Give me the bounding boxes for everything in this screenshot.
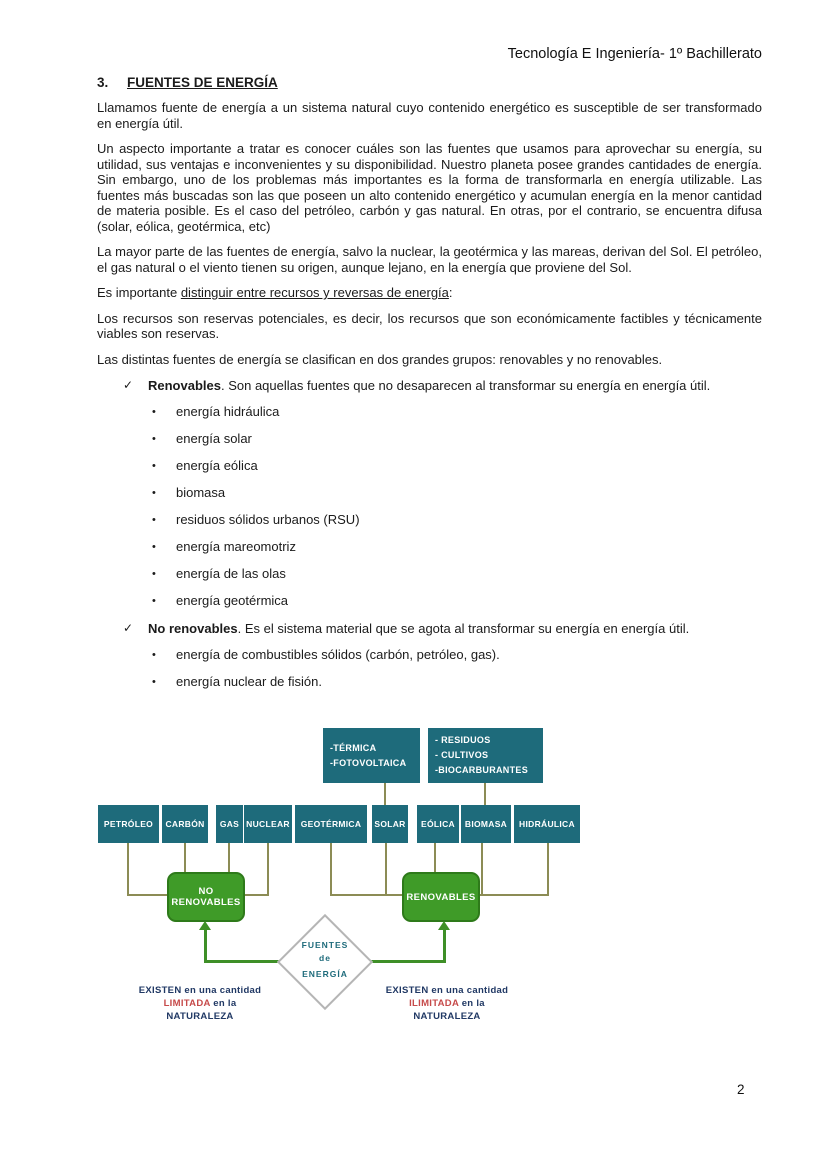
limited-caption-line1: EXISTEN en una cantidad — [138, 985, 262, 996]
list-item — [97, 512, 762, 529]
bullet-icon: • — [152, 433, 156, 445]
source-box-gas: GAS — [216, 805, 243, 843]
list-item — [97, 593, 762, 610]
bullet-icon: • — [152, 541, 156, 553]
biomass-subtype-residuos: - RESIDUOS — [435, 735, 491, 745]
arrow-line — [443, 929, 446, 962]
connector-line — [267, 843, 269, 896]
renewables-text — [148, 378, 710, 394]
section-title: FUENTES DE ENERGÍA — [127, 75, 278, 90]
section-number: 3. — [97, 75, 109, 90]
diamond-label-line2: de — [319, 953, 331, 963]
paragraph-definition: Llamamos fuente de energía a un sistema natural cuyo contenido energético es susceptible de ser transformado en energía útil. — [97, 100, 762, 131]
limited-caption-line3: NATURALEZA — [166, 1011, 234, 1022]
connector-line — [228, 843, 230, 872]
page-content — [97, 46, 762, 690]
renewables-description: . Son aquellas fuentes que no desaparecen al transformar su energía en energía útil. — [220, 378, 711, 393]
unlimited-highlight: ILIMITADA — [409, 998, 459, 1009]
unlimited-caption-line2 — [377, 997, 517, 1010]
list-item — [97, 566, 762, 583]
connector-line — [330, 843, 332, 896]
p4-suffix: : — [448, 285, 453, 300]
list-item-label: energía eólica — [176, 458, 258, 473]
connector-line — [330, 894, 404, 896]
list-item-label: energía nuclear de fisión. — [176, 673, 322, 689]
bullet-icon: • — [152, 595, 156, 607]
list-item-label: energía de las olas — [176, 566, 286, 581]
list-item — [97, 485, 762, 502]
list-item-label: energía de combustibles sólidos (carbón, petróleo, gas). — [176, 646, 500, 662]
bullet-icon: • — [152, 648, 156, 661]
list-item — [97, 404, 762, 421]
source-box-solar: SOLAR — [372, 805, 408, 843]
limited-caption-line2 — [125, 997, 275, 1010]
biomass-subtypes-box — [428, 728, 543, 783]
list-item-label: energía geotérmica — [176, 593, 289, 608]
limited-caption-line2-rest: en la — [210, 998, 237, 1009]
source-box-hidraulica: HIDRÁULICA — [514, 805, 580, 843]
nonrenewables-check-item — [97, 621, 762, 637]
list-item — [97, 539, 762, 556]
p4-underlined-phrase: distinguir entre recursos y reversas de energía — [180, 285, 449, 300]
connector-line — [184, 843, 186, 872]
connector-line — [478, 894, 549, 896]
arrow-up-icon — [199, 921, 211, 930]
source-box-nuclear: NUCLEAR — [244, 805, 292, 843]
renewables-title: Renovables — [148, 378, 221, 393]
solar-subtype-termica: -TÉRMICA — [330, 742, 377, 753]
source-box-petroleo: PETRÓLEO — [98, 805, 159, 843]
source-box-biomasa: BIOMASA — [461, 805, 511, 843]
section-heading — [97, 75, 762, 90]
bullet-icon: • — [152, 487, 156, 499]
unlimited-caption-line1: EXISTEN en una cantidad — [385, 985, 509, 996]
paragraph-sun-origin: La mayor parte de las fuentes de energía, salvo la nuclear, la geotérmica y las mareas, derivan del Sol. El petróleo, el gas natural o el viento tienen su origen, aunque lejano, en la energía que proviene del Sol. — [97, 244, 762, 275]
list-item-label: biomasa — [176, 485, 226, 500]
biomass-subtype-cultivos: - CULTIVOS — [435, 750, 489, 760]
diamond-label-line3: ENERGÍA — [302, 969, 348, 979]
renewables-check-item — [97, 378, 762, 394]
bullet-icon: • — [152, 568, 156, 580]
connector-line — [434, 843, 436, 872]
paragraph-importance: Un aspecto importante a tratar es conocer cuáles son las fuentes que usamos para aprovechar su energía, su utilidad, sus ventajas e inconvenientes y su disponibilidad. Nuestro planeta posee grandes cantidades de energía. Sin embargo, uno de los problemas más importantes es la forma de transformarla en energía utilizable. Las fuentes más buscadas son las que poseen un alto contenido energético y acumulan energía en la menor cantidad de materia posible. Es el caso del petróleo, carbón y gas natural. En otras, por el contrario, se encuentra difusa (solar, eólica, geotérmica, etc) — [97, 141, 762, 234]
solar-subtype-fotovoltaica: -FOTOVOLTAICA — [330, 757, 407, 768]
solar-subtypes-box — [323, 728, 420, 783]
bullet-icon: • — [152, 514, 156, 526]
arrow-line — [204, 960, 279, 963]
limited-caption — [125, 984, 275, 1023]
connector-line — [243, 894, 269, 896]
document-header: Tecnología E Ingeniería- 1º Bachillerato — [507, 46, 762, 62]
energy-sources-diagram — [97, 700, 589, 1045]
renewables-group-box — [402, 872, 480, 922]
list-item — [97, 674, 762, 691]
source-box-carbon: CARBÓN — [162, 805, 208, 843]
list-item — [97, 458, 762, 475]
list-item-label: energía mareomotriz — [176, 539, 296, 554]
non-renewables-group-box — [167, 872, 245, 922]
page-number: 2 — [737, 1082, 745, 1097]
biomass-subtype-biocarburantes: -BIOCARBURANTES — [435, 765, 528, 775]
list-item-label: residuos sólidos urbanos (RSU) — [176, 512, 360, 527]
connector-line — [481, 843, 483, 896]
connector-line — [385, 843, 387, 896]
unlimited-caption — [377, 984, 517, 1023]
connector-line — [127, 894, 169, 896]
non-renewables-label-line1: NO — [198, 886, 214, 897]
list-item-label: energía solar — [176, 431, 252, 446]
connector-line — [127, 843, 129, 896]
unlimited-caption-line2-rest: en la — [458, 998, 485, 1009]
source-box-geotermica: GEOTÉRMICA — [295, 805, 367, 843]
diamond-label — [275, 939, 375, 981]
limited-highlight: LIMITADA — [163, 998, 211, 1009]
bullet-icon: • — [152, 406, 156, 418]
nonrenewables-title: No renovables — [148, 620, 238, 636]
paragraph-resources-definition: Los recursos son reservas potenciales, es decir, los recursos que son económicamente factibles y técnicamente viables son reservas. — [97, 310, 762, 341]
paragraph-classification: Las distintas fuentes de energía se clasifican en dos grandes grupos: renovables y no renovables. — [97, 351, 663, 367]
list-item — [97, 647, 762, 664]
nonrenewables-description: . Es el sistema material que se agota al transformar su energía en energía útil. — [237, 620, 690, 636]
bullet-icon: • — [152, 675, 156, 688]
arrow-up-icon — [438, 921, 450, 930]
source-box-eolica: EÓLICA — [417, 805, 459, 843]
p4-prefix: Es importante — [97, 285, 181, 300]
check-icon: ✓ — [123, 378, 134, 392]
diamond-label-line1: FUENTES — [301, 940, 349, 950]
connector-line — [384, 783, 386, 805]
nonrenewables-text — [148, 621, 689, 637]
arrow-line — [204, 929, 207, 962]
list-item-label: energía hidráulica — [176, 404, 280, 419]
check-icon: ✓ — [123, 620, 134, 635]
list-item — [97, 431, 762, 448]
bullet-icon: • — [152, 460, 156, 472]
connector-line — [547, 843, 549, 896]
paragraph-resources-reserves — [97, 285, 762, 301]
non-renewables-label-line2: RENOVABLES — [171, 897, 241, 908]
connector-line — [484, 783, 486, 805]
unlimited-caption-line3: NATURALEZA — [413, 1011, 481, 1022]
renewables-label: RENOVABLES — [406, 891, 476, 903]
arrow-line — [371, 960, 446, 963]
